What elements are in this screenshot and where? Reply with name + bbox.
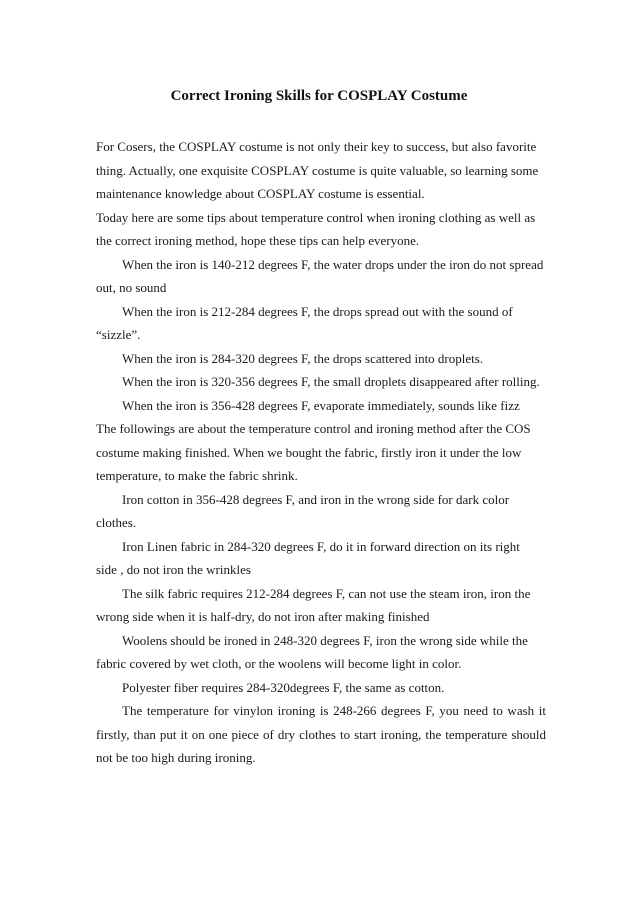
- document-title: Correct Ironing Skills for COSPLAY Costume: [170, 88, 468, 104]
- text-line: For Cosers, the COSPLAY costume is not only their key to success, but also favorite: [96, 139, 537, 154]
- text-line: Today here are some tips about temperature control when ironing clothing as well as: [96, 209, 536, 225]
- text-line: maintenance knowledge about COSPLAY costume is essential.: [96, 186, 425, 201]
- text-line: not be too high during ironing.: [96, 750, 256, 765]
- text-line: the correct ironing method, hope these tips can help everyone.: [96, 233, 420, 248]
- text-line: The temperature for vinylon ironing is 248-266 degrees F, you need to wash it: [122, 703, 546, 718]
- text-line: clothes.: [96, 515, 137, 530]
- text-line: Woolens should be ironed in 248-320 degrees F, iron the wrong side while the: [122, 632, 528, 648]
- body-lines: [96, 135, 546, 699]
- text-line: When the iron is 140-212 degrees F, the water drops under the iron do not spread: [122, 256, 544, 272]
- document-body: [96, 135, 546, 770]
- text-line: Iron Linen fabric in 284-320 degrees F, do it in forward direction on its right: [122, 538, 520, 554]
- text-line: When the iron is 284-320 degrees F, the drops scattered into droplets.: [122, 350, 484, 366]
- text-line: temperature, to make the fabric shrink.: [96, 468, 298, 483]
- text-line: When the iron is 320-356 degrees F, the small droplets disappeared after rolling.: [122, 374, 540, 389]
- text-line: The silk fabric requires 212-284 degrees F, can not use the steam iron, iron the: [122, 585, 531, 601]
- text-line: firstly, than put it on one piece of dry clothes to start ironing, the temperature should: [96, 726, 546, 742]
- text-line: When the iron is 212-284 degrees F, the drops spread out with the sound of: [122, 303, 513, 319]
- text-line: wrong side when it is half-dry, do not iron after making finished: [96, 609, 430, 624]
- text-line: fabric covered by wet cloth, or the woolens will become light in color.: [96, 656, 462, 671]
- text-line: side , do not iron the wrinkles: [96, 562, 251, 577]
- text-line: Iron cotton in 356-428 degrees F, and iron in the wrong side for dark color: [122, 491, 510, 507]
- text-line: The followings are about the temperature control and ironing method after the COS: [96, 421, 531, 436]
- text-line: out, no sound: [96, 280, 167, 295]
- text-line: When the iron is 356-428 degrees F, evaporate immediately, sounds like fizz: [122, 397, 520, 413]
- text-line: “sizzle”.: [96, 327, 141, 342]
- text-line: Polyester fiber requires 284-320degrees F, the same as cotton.: [122, 679, 445, 695]
- text-line: thing. Actually, one exquisite COSPLAY costume is quite valuable, so learning some: [96, 162, 539, 178]
- vinylon-paragraph: [96, 699, 546, 770]
- text-line: costume making finished. When we bought the fabric, firstly iron it under the low: [96, 444, 522, 460]
